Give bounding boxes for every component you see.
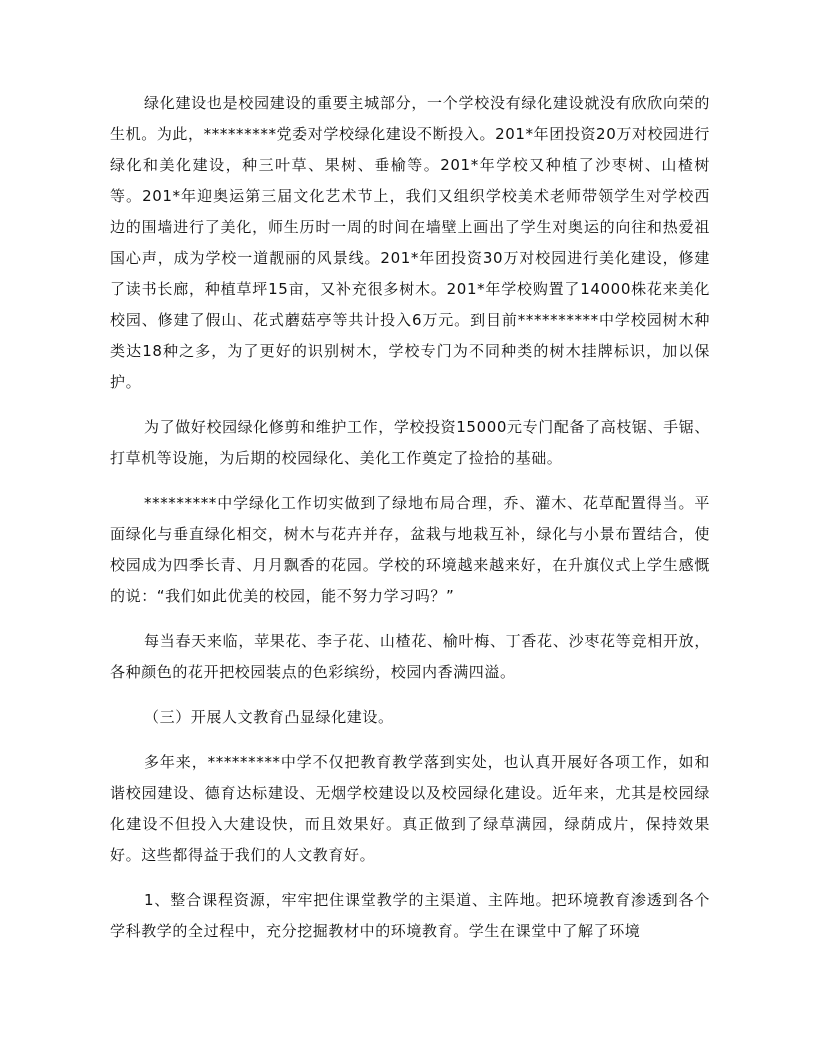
paragraph-maintenance-equipment: 为了做好校园绿化修剪和维护工作，学校投资15000元专门配备了高枝锯、手锯、打草机等设施，为后期的校园绿化、美化工作奠定了捡拾的基础。: [110, 418, 710, 467]
paragraph-curriculum-integration: 1、整合课程资源，牢牢把住课堂教学的主渠道、主阵地。把环境教育渗透到各个学科教学的全过程中，充分挖掘教材中的环境教育。学生在课堂中了解了环境: [110, 891, 710, 940]
document-page: [110, 88, 710, 961]
paragraph-humanistic-education: 多年来，*********中学不仅把教育教学落到实处，也认真开展好各项工作，如和谐校园建设、德育达标建设、无烟学校建设以及校园绿化建设。近年来，尤其是校园绿化建设不但投入大建设快，而且效果好。真正做到了绿草满园，绿荫成片，保持效果好。这些都得益于我们的人文教育好。: [110, 753, 710, 864]
paragraph-greening-investment: 绿化建设也是校园建设的重要主城部分，一个学校没有绿化建设就没有欣欣向荣的生机。为此，*********党委对学校绿化建设不断投入。201*年团投资20万对校园进行绿化和美化建设，种三叶草、果树、垂榆等。201*年学校又种植了沙枣树、山楂树等。201*年迎奥运第三届文化艺术节上，我们又组织学校美术老师带领学生对学校西边的围墙进行了美化，师生历时一周的时间在墙壁上画出了学生对奥运的向往和热爱祖国心声，成为学校一道靓丽的风景线。201*年团投资30万对校园进行美化建设，修建了读书长廊，种植草坪15亩，又补充很多树木。201*年学校购置了14000株花来美化校园、修建了假山、花式蘑菇亭等共计投入6万元。到目前**********中学校园树木种类达18种之多，为了更好的识别树木，学校专门为不同种类的树木挂牌标识，加以保护。: [110, 94, 710, 391]
paragraph-spring-flowers: 每当春天来临，苹果花、李子花、山楂花、榆叶梅、丁香花、沙枣花等竞相开放，各种颜色的花开把校园装点的色彩缤纷，校园内香满四溢。: [110, 632, 710, 681]
paragraph-layout-planning: *********中学绿化工作切实做到了绿地布局合理，乔、灌木、花草配置得当。平面绿化与垂直绿化相交，树木与花卉并存，盆栽与地栽互补，绿化与小景布置结合，使校园成为四季长青、月月飘香的花园。学校的环境越来越来好，在升旗仪式上学生感慨的说：“我们如此优美的校园，能不努力学习吗？”: [110, 494, 710, 605]
section-heading-humanistic-education: （三）开展人文教育凸显绿化建设。: [144, 708, 394, 726]
